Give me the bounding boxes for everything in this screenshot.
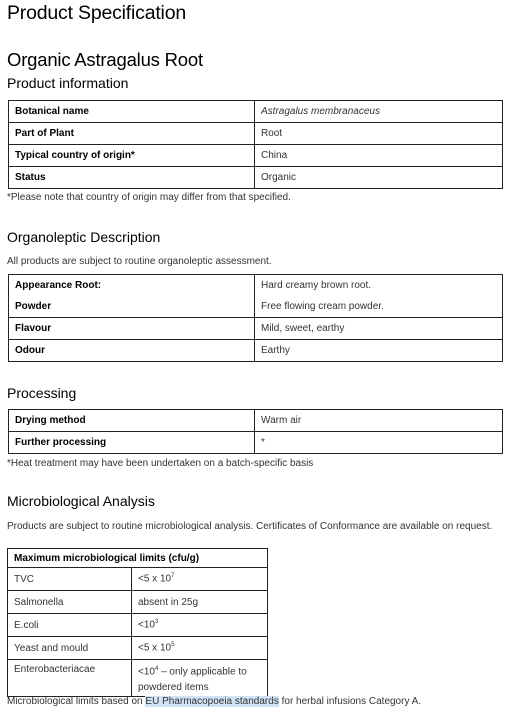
table-row [9, 145, 503, 167]
microbiological-footer [7, 696, 497, 709]
organoleptic-table [8, 274, 503, 362]
table-header-row [8, 549, 268, 568]
row-value: Earthy [255, 340, 503, 362]
value-exponent: 4 [154, 666, 159, 672]
row-value: Mild, sweet, earthy [255, 318, 503, 340]
footer-text-pre: Microbiological limits based on [7, 696, 146, 707]
row-value: Warm air [255, 410, 503, 432]
table-row [8, 660, 268, 697]
row-label: TVC [8, 568, 132, 591]
table-row [9, 101, 503, 123]
row-value [132, 660, 268, 697]
table-row [8, 591, 268, 614]
product-information-heading: Product information [7, 75, 129, 91]
value-base: absent in 25g [138, 596, 199, 608]
table-row [8, 637, 268, 660]
row-value [132, 568, 268, 591]
row-value [132, 591, 268, 614]
row-value [132, 637, 268, 660]
row-value [132, 614, 268, 637]
microbiological-intro: Products are subject to routine microbiological analysis. Certificates of Conformance are available on request. [7, 521, 493, 532]
product-information-table [8, 100, 503, 189]
row-value: * [255, 432, 503, 454]
row-value: China [255, 145, 503, 167]
row-label: Further processing [9, 432, 255, 454]
row-label: Yeast and mould [8, 637, 132, 660]
processing-table [8, 409, 503, 454]
row-label: Typical country of origin* [9, 145, 255, 167]
table-row [9, 410, 503, 432]
row-label: E.coli [8, 614, 132, 637]
table-row [9, 432, 503, 454]
row-label: Flavour [9, 318, 255, 340]
row-label: Enterobacteriacae [8, 660, 132, 697]
document-title: Product Specification [7, 2, 186, 24]
row-value: Root [255, 123, 503, 145]
eu-pharmacopoeia-link[interactable]: EU Pharmacopoeia standards [145, 696, 279, 707]
row-label: Odour [9, 340, 255, 362]
row-value: Organic [255, 167, 503, 189]
row-label: Drying method [9, 410, 255, 432]
value-base: <10 [138, 619, 155, 631]
row-value: Astragalus membranaceus [255, 101, 503, 123]
origin-note: *Please note that country of origin may differ from that specified. [7, 192, 291, 203]
table-row [9, 167, 503, 189]
heat-treatment-note: *Heat treatment may have been undertaken on a batch-specific basis [7, 458, 314, 469]
microbiological-heading: Microbiological Analysis [7, 493, 155, 509]
footer-text-post: for herbal infusions Category A. [278, 696, 422, 707]
row-label: Botanical name [9, 101, 255, 123]
table-row [8, 614, 268, 637]
table-row [9, 275, 503, 297]
table-row [9, 296, 503, 318]
row-label: Salmonella [8, 591, 132, 614]
value-exponent: 3 [154, 619, 159, 626]
row-label: Status [9, 167, 255, 189]
processing-heading: Processing [7, 385, 77, 401]
microbiological-limits-table [7, 548, 268, 697]
product-name: Organic Astragalus Root [7, 49, 203, 70]
row-label: Part of Plant [9, 123, 255, 145]
limits-table-header: Maximum microbiological limits (cfu/g) [8, 549, 268, 568]
row-label: Powder [9, 296, 255, 318]
table-row [8, 568, 268, 591]
row-value: Hard creamy brown root. [255, 275, 503, 297]
value-exponent: 7 [171, 573, 175, 580]
value-tail: – only applicable to powdered items [138, 666, 247, 694]
table-row [9, 123, 503, 145]
value-base: <5 x 10 [138, 573, 172, 585]
organoleptic-heading: Organoleptic Description [7, 229, 161, 245]
value-exponent: 5 [171, 642, 175, 649]
table-row [9, 318, 503, 340]
value-base: <5 x 10 [138, 642, 172, 654]
row-label: Appearance Root: [9, 275, 255, 297]
value-base: <10 [138, 666, 155, 678]
organoleptic-intro: All products are subject to routine organoleptic assessment. [7, 256, 272, 267]
table-row [9, 340, 503, 362]
row-value: Free flowing cream powder. [255, 296, 503, 318]
